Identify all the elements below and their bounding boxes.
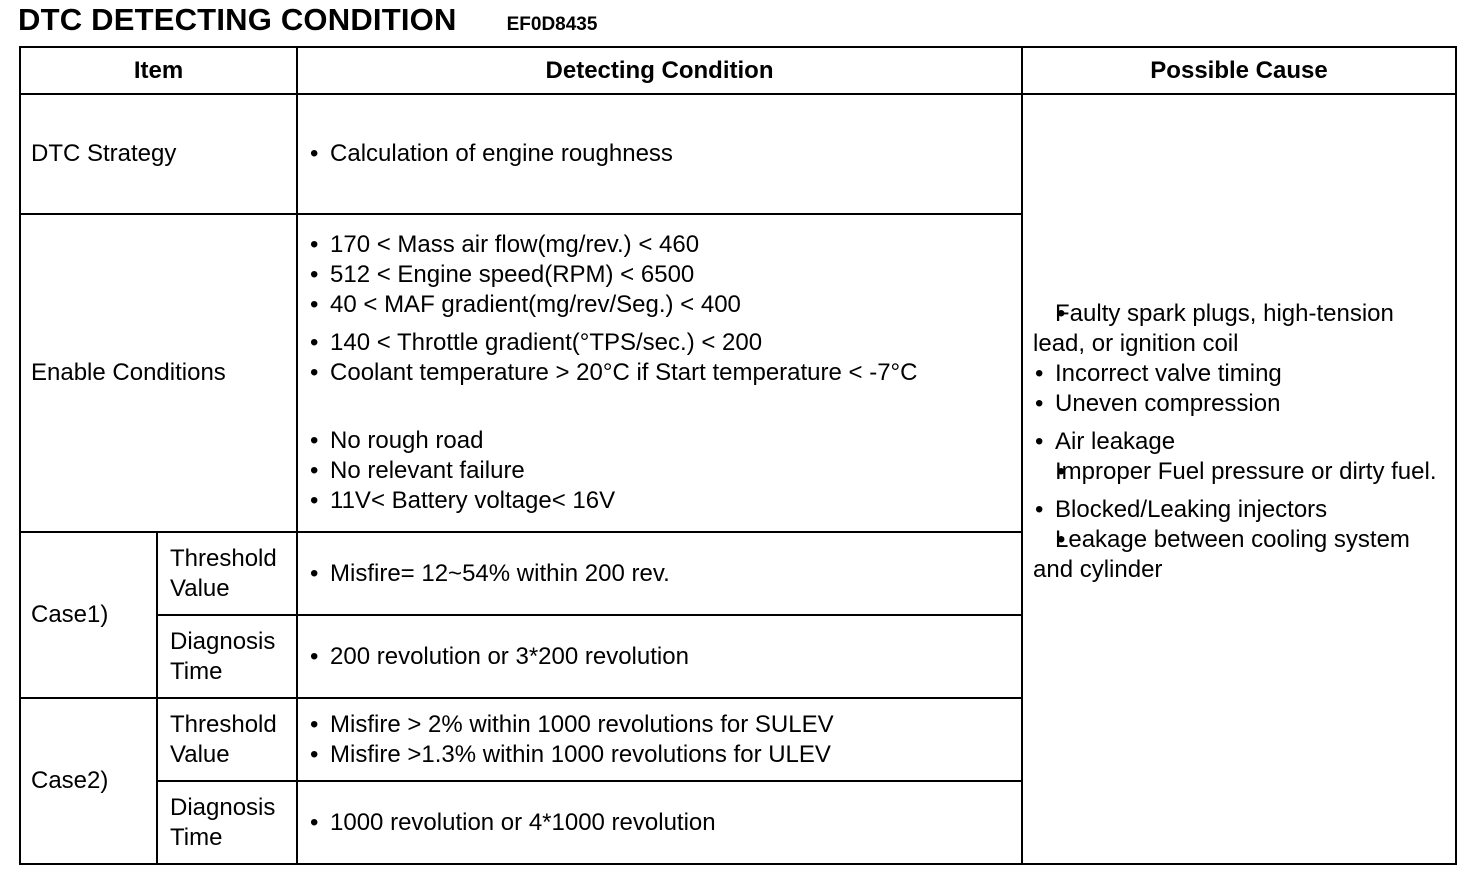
- list-item: • 170 < Mass air flow(mg/rev.) < 460: [308, 230, 1011, 260]
- list-item: • 40 < MAF gradient(mg/rev/Seg.) < 400: [308, 290, 1011, 320]
- list-item: • Faulty spark plugs, high-tension lead, or ignition coil: [1033, 299, 1445, 359]
- label-line: Diagnosis: [170, 627, 276, 655]
- list-item: • Uneven compression: [1033, 389, 1445, 419]
- case1-label: Case1): [20, 532, 157, 698]
- header-possible-cause: Possible Cause: [1022, 47, 1456, 94]
- list-item: • No relevant failure: [308, 456, 1011, 486]
- list-item: • Air leakage: [1033, 427, 1445, 457]
- list-item: • Misfire > 2% within 1000 revolutions for SULEV: [308, 710, 1011, 740]
- label-line: Time: [170, 657, 223, 685]
- label-line: Time: [170, 823, 223, 851]
- list-item: • Improper Fuel pressure or dirty fuel.: [1033, 457, 1445, 487]
- list-item: • 140 < Throttle gradient(°TPS/sec.) < 200: [308, 328, 1011, 358]
- possible-cause-cell: [1022, 94, 1456, 864]
- dtc-strategy-label: DTC Strategy: [20, 94, 297, 214]
- case2-label: Case2): [20, 698, 157, 864]
- dtc-strategy-condition: [297, 94, 1022, 214]
- list-item: • 11V< Battery voltage< 16V: [308, 486, 1011, 516]
- list-item: • Incorrect valve timing: [1033, 359, 1445, 389]
- case1-threshold-value: [297, 532, 1022, 615]
- list-item: • Misfire >1.3% within 1000 revolutions for ULEV: [308, 740, 1011, 770]
- case2-time-label: [157, 781, 297, 864]
- list-item: • No rough road: [308, 426, 1011, 456]
- possible-cause-list: [1033, 299, 1445, 585]
- label-line: Value: [170, 740, 230, 768]
- list-item: • Misfire= 12~54% within 200 rev.: [308, 559, 1011, 589]
- label-line: Value: [170, 574, 230, 602]
- list-item: • Calculation of engine roughness: [308, 139, 1011, 169]
- list-item: • 1000 revolution or 4*1000 revolution: [308, 808, 1011, 838]
- row-dtc-strategy: [20, 94, 1456, 214]
- case1-time-label: [157, 615, 297, 698]
- case2-time-value: [297, 781, 1022, 864]
- enable-conditions-label: Enable Conditions: [20, 214, 297, 532]
- list-item: • 512 < Engine speed(RPM) < 6500: [308, 260, 1011, 290]
- enable-conditions-list: [297, 214, 1022, 532]
- table-header-row: [20, 47, 1456, 94]
- header-detecting-condition: Detecting Condition: [297, 47, 1022, 94]
- label-line: Threshold: [170, 544, 277, 572]
- document-code: EF0D8435: [506, 14, 598, 35]
- label-line: Diagnosis: [170, 793, 276, 821]
- page-heading: [18, 2, 597, 42]
- list-item: • 200 revolution or 3*200 revolution: [308, 642, 1011, 672]
- label-line: Threshold: [170, 710, 277, 738]
- case1-threshold-label: [157, 532, 297, 615]
- list-item: • Coolant temperature > 20°C if Start temperature < -7°C: [308, 358, 1011, 388]
- case2-threshold-value: [297, 698, 1022, 781]
- list-item: • Blocked/Leaking injectors: [1033, 495, 1445, 525]
- page-title: DTC DETECTING CONDITION: [18, 2, 457, 37]
- header-item: Item: [20, 47, 297, 94]
- list-item: • Leakage between cooling system and cylinder: [1033, 525, 1445, 585]
- case2-threshold-label: [157, 698, 297, 781]
- case1-time-value: [297, 615, 1022, 698]
- detecting-condition-table: [19, 46, 1457, 865]
